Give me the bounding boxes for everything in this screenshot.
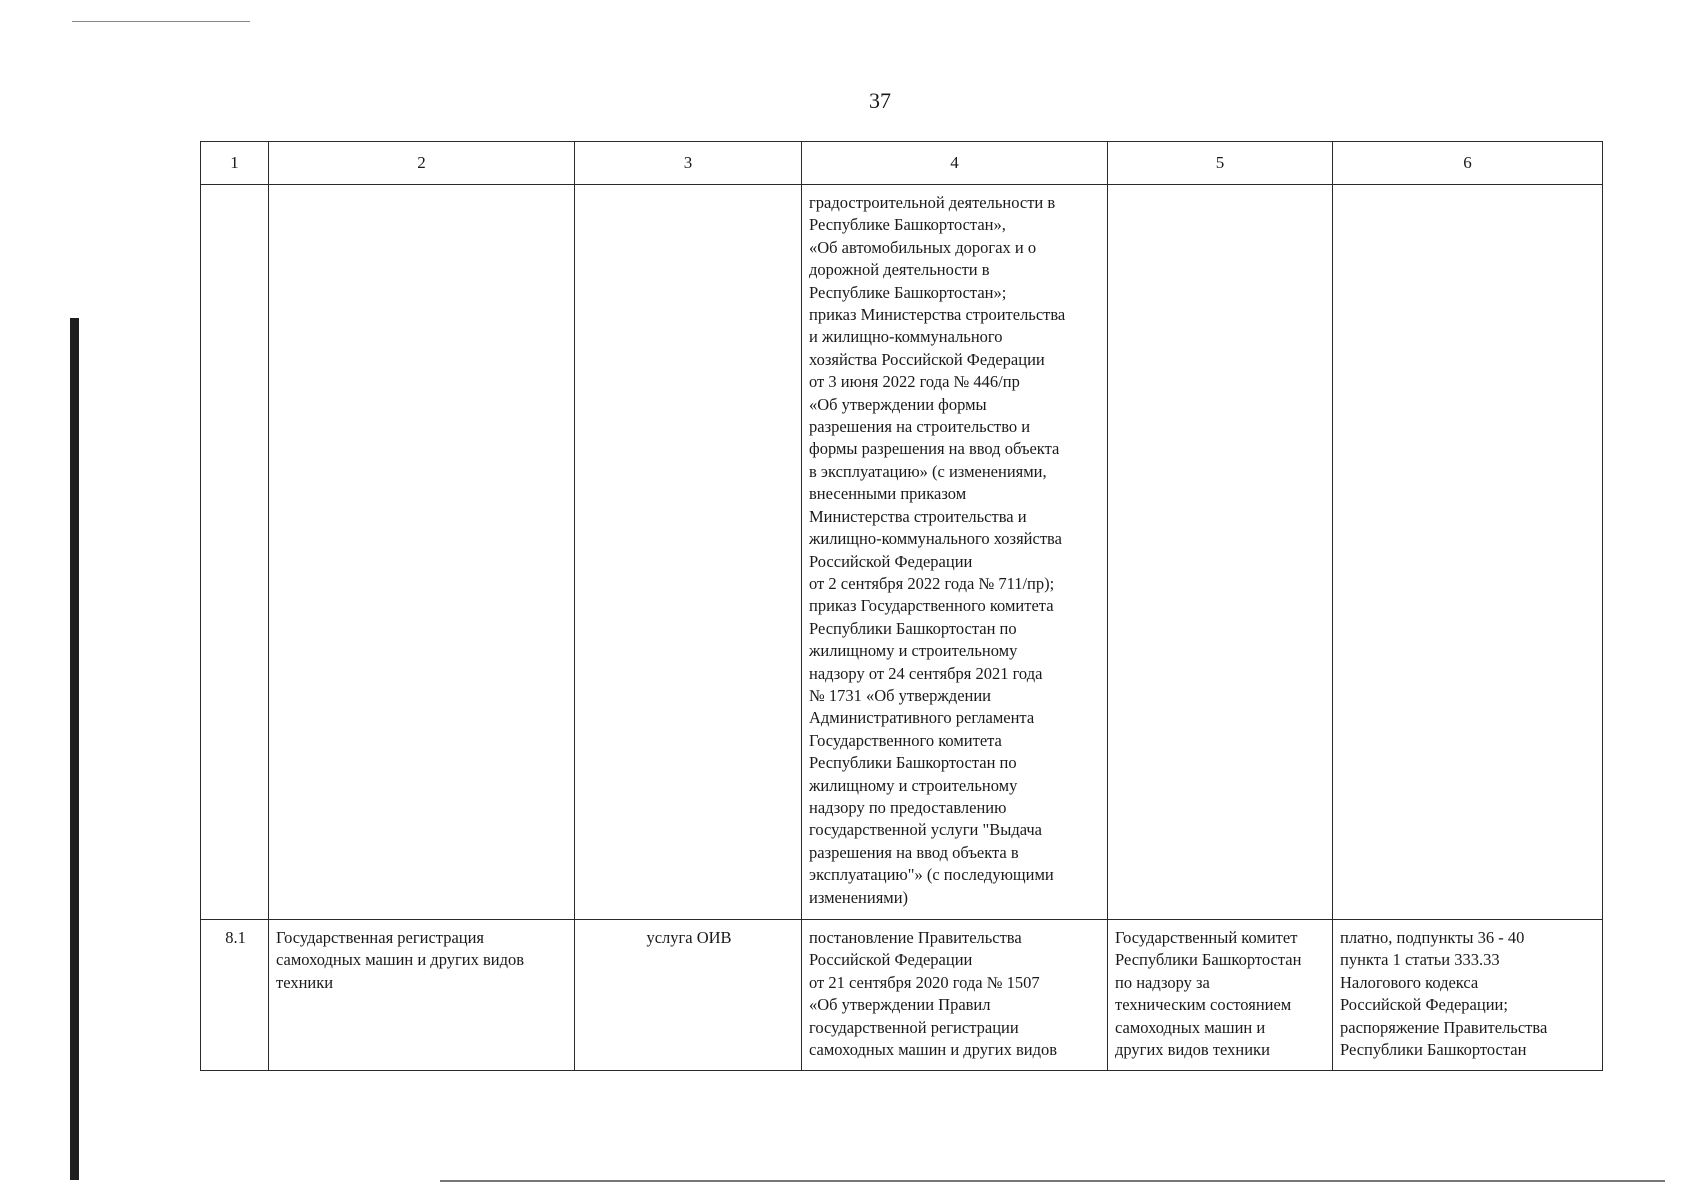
scan-artifact-bottom-line	[440, 1180, 1665, 1182]
service-type-cell: услуга ОИВ	[575, 920, 802, 1071]
service-name-cell: Государственная регистрация самоходных машин и других видов техники	[269, 920, 575, 1071]
service-name-cell	[269, 185, 575, 920]
legal-basis-cell: постановление Правительства Российской Федерации от 21 сентября 2020 года № 1507 «Об утверждении Правил государственной регистрации самоходных машин и других видов	[802, 920, 1108, 1071]
column-header-3: 3	[575, 142, 802, 185]
table-row	[201, 185, 1603, 920]
fee-cell: платно, подпункты 36 - 40 пункта 1 статьи 333.33 Налогового кодекса Российской Федерации; распоряжение Правительства Республики Башкортостан	[1333, 920, 1603, 1071]
row-number-cell	[201, 185, 269, 920]
column-header-1: 1	[201, 142, 269, 185]
fee-cell	[1333, 185, 1603, 920]
legal-basis-cell: градостроительной деятельности в Республике Башкортостан», «Об автомобильных дорогах и о дорожной деятельности в Республике Башкортостан»; приказ Министерства строительства и жилищно-коммунального хозяйства Российской Федерации от 3 июня 2022 года № 446/пр «Об утверждении формы разрешения на строительство и формы разрешения на ввод объекта в эксплуатацию» (с изменениями, внесенными приказом Министерства строительства и жилищно-коммунального хозяйства Российской Федерации от 2 сентября 2022 года № 711/пр); приказ Государственного комитета Республики Башкортостан по жилищному и строительному надзору от 24 сентября 2021 года № 1731 «Об утверждении Административного регламента Государственного комитета Республики Башкортостан по жилищному и строительному надзору по предоставлению государственной услуги "Выдача разрешения на ввод объекта в эксплуатацию"» (с последующими изменениями)	[802, 185, 1108, 920]
authority-cell	[1108, 185, 1333, 920]
service-type-cell	[575, 185, 802, 920]
column-header-4: 4	[802, 142, 1108, 185]
row-number-cell: 8.1	[201, 920, 269, 1071]
services-table	[200, 141, 1603, 1071]
authority-cell: Государственный комитет Республики Башкортостан по надзору за техническим состоянием самоходных машин и других видов техники	[1108, 920, 1333, 1071]
column-header-2: 2	[269, 142, 575, 185]
scan-artifact-top-line	[72, 21, 250, 22]
table-row	[201, 920, 1603, 1071]
column-header-5: 5	[1108, 142, 1333, 185]
scan-artifact-left-bar	[70, 318, 79, 1180]
page-number: 37	[869, 88, 891, 113]
table-header-row	[201, 142, 1603, 185]
column-header-6: 6	[1333, 142, 1603, 185]
